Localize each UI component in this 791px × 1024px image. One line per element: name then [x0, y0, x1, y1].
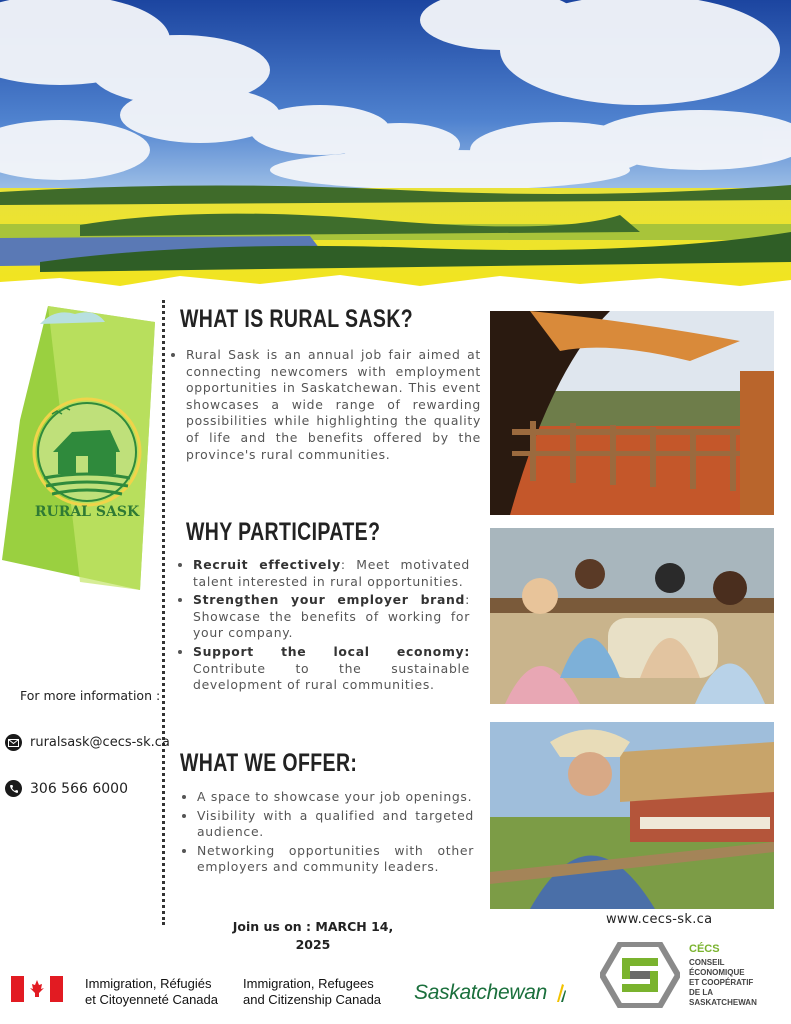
ircc-french-name: [85, 976, 218, 1008]
ircc-french-line2: et Citoyenneté Canada: [85, 992, 218, 1007]
join-date: Join us on : MARCH 14, 2025: [232, 919, 394, 952]
offer-item: • Visibility with a qualified and targeted audience.: [197, 808, 474, 841]
dotted-divider: [162, 300, 165, 925]
logo-text: RURAL SASK: [34, 504, 140, 520]
what-is-heading: WHAT IS RURAL SASK?: [180, 305, 414, 333]
cecs-title: CÉCS: [689, 943, 720, 955]
cecs-line: ET COOPÉRATIF: [689, 978, 754, 987]
offer-item: • Networking opportunities with other employers and community leaders.: [197, 843, 474, 876]
contact-label: For more information :: [20, 688, 161, 703]
what-is-body: [172, 347, 481, 465]
cecs-line: ÉCONOMIQUE: [689, 968, 745, 977]
canada-flag-icon: [11, 976, 63, 1002]
offer-item: • A space to showcase your job openings.: [197, 789, 474, 806]
saskatchewan-logo: [414, 981, 567, 1005]
contact-email-text[interactable]: ruralsask@cecs-sk.ca: [30, 735, 170, 750]
what-is-bullet: • Rural Sask is an annual job fair aimed at connecting newcomers with employment opportunities in Saskatchewan. This event showcases a wide range of rewarding possibilities while highlighting the quality of life and the benefits offered by the province's rural communities.: [186, 347, 481, 463]
why-participate-list: [179, 557, 470, 696]
what-we-offer-heading: WHAT WE OFFER:: [180, 749, 358, 777]
group-women-photo: [490, 528, 774, 704]
why-item-brand-bold: Strengthen your employer brand: [193, 592, 466, 608]
cecs-logo-icon: [600, 942, 680, 1008]
why-item-recruit: [193, 557, 470, 590]
hero-landscape-image: [0, 0, 791, 305]
website-link[interactable]: www.cecs-sk.ca: [606, 912, 713, 927]
why-item-economy-bold: Support the local economy:: [193, 643, 470, 659]
phone-icon: [5, 780, 22, 797]
why-participate-heading: WHY PARTICIPATE?: [186, 518, 381, 546]
saskatchewan-wordmark: Saskatchewan: [414, 981, 547, 1004]
why-item-recruit-bold: Recruit effectively: [193, 557, 341, 572]
farmer-barn-photo: [490, 722, 774, 909]
wheat-icon: [553, 982, 567, 1002]
cecs-line: DE LA: [689, 988, 713, 997]
cecs-line: CONSEIL: [689, 958, 725, 967]
contact-email[interactable]: [5, 734, 170, 751]
why-item-brand: [193, 592, 470, 642]
contact-phone-text[interactable]: 306 566 6000: [30, 780, 128, 797]
envelope-icon: [5, 734, 22, 751]
autumn-fence-photo: [490, 311, 774, 515]
ircc-english-line2: and Citizenship Canada: [243, 992, 382, 1007]
what-we-offer-list: [183, 789, 474, 878]
why-item-economy-text: Contribute to the sustainable development of rural communities.: [193, 660, 470, 693]
contact-phone[interactable]: [5, 780, 128, 797]
why-item-recruit-text: : Meet motivated talent interested in rural opportunities.: [193, 557, 470, 589]
cecs-line: SASKATCHEWAN: [689, 998, 757, 1007]
rural-sask-logo: [0, 300, 160, 595]
why-item-brand-text: : Showcase the benefits of working for your company.: [193, 592, 470, 641]
why-item-economy: [193, 644, 470, 694]
cecs-name: [689, 944, 757, 1008]
ircc-english-line1: Immigration, Refugees: [243, 976, 374, 991]
ircc-english-name: [243, 976, 381, 1008]
ircc-french-line1: Immigration, Réfugiés: [85, 976, 212, 991]
